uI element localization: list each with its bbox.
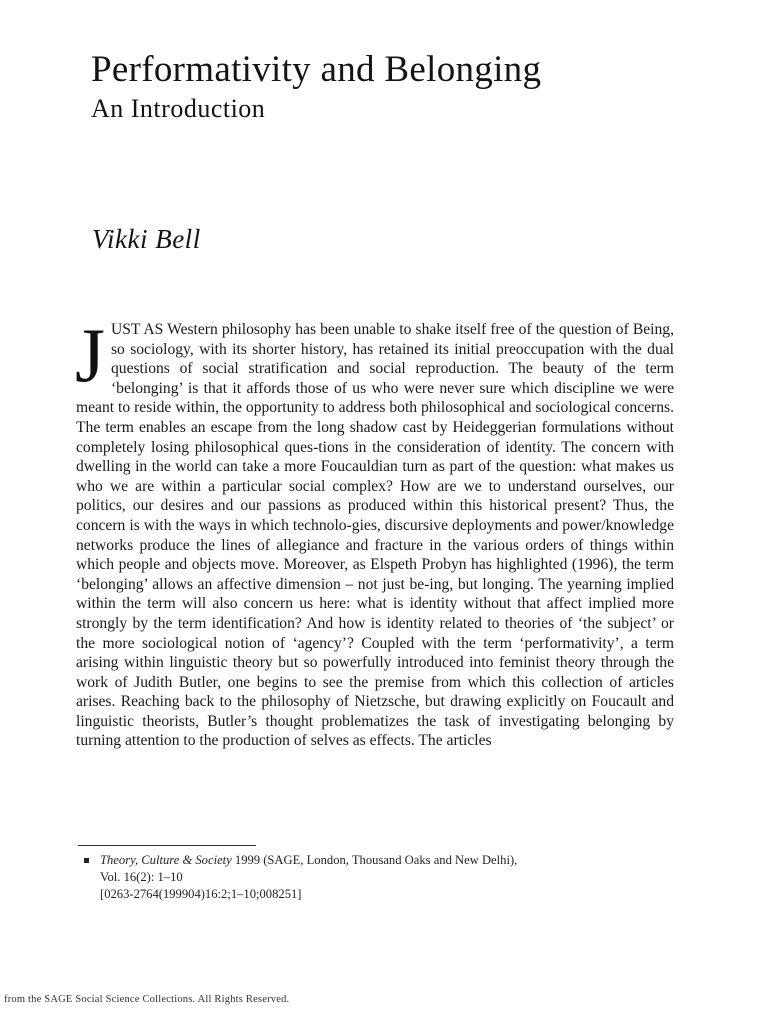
footnote-volume: Vol. 16(2): 1–10 xyxy=(100,870,183,884)
body-text: UST AS Western philosophy has been unable to shake itself free of the question of Being, so sociology, with its shorter history, has retained its initial preoccupation with the dual questions of social stratification and social reproduction. The beauty of the term ‘belonging’ is that it affords those of us who were never sure which discipline we were meant to reside within, the opportunity to address both philosophical and sociological concerns. The term enables an escape from the long shadow cast by Heideggerian formulations without completely losing philosophical ques-tions in the consideration of identity. The concern with dwelling in the world can take a more Foucauldian turn as part of the question: what makes us who we are within a particular social complex? How are we to understand ourselves, our politics, our desires and our passions as produced within this historical present? Thus, the concern is with the ways in which technolo-gies, discursive deployments and power/knowledge networks produce the lines of allegiance and fracture in the various orders of things within which people and objects move. Moreover, as Elspeth Probyn has highlighted (1996), the term ‘belonging’ allows an affective dimension – not just be-ing, but longing. The yearning implied within the term will also concern us here: what is identity without that affect implied more strongly by the term identification? And how is identity related to theories of ‘the subject’ or the more sociological notion of ‘agency’? Coupled with the term ‘performativity’, a term arising within linguistic theory but so powerfully introduced into feminist theory through the work of Judith Butler, one begins to see the premise from which this collection of articles arises. Reaching back to the philosophy of Nietzsche, but drawing explicitly on Foucault and linguistic theorists, Butler’s thought problematizes the task of investigating belonging by turning attention to the production of selves as effects. The articles xyxy=(76,321,674,750)
publication-details: 1999 (SAGE, London, Thousand Oaks and New Delhi), xyxy=(231,853,518,867)
article-title: Performativity and Belonging xyxy=(91,49,542,90)
square-bullet-icon xyxy=(84,858,89,863)
author-name: Vikki Bell xyxy=(92,224,201,254)
article-subtitle: An Introduction xyxy=(91,94,266,123)
copyright-footer: from the SAGE Social Science Collections. All Rights Reserved. xyxy=(4,994,290,1005)
footnote-line-publication xyxy=(84,852,517,869)
footnote xyxy=(84,852,517,903)
journal-name: Theory, Culture & Society xyxy=(100,853,232,867)
body-paragraph xyxy=(75,312,674,751)
footnote-identifier: [0263-2764(199904)16:2;1–10;008251] xyxy=(100,887,302,901)
drop-cap: J xyxy=(75,312,105,398)
footnote-rule xyxy=(78,845,256,846)
